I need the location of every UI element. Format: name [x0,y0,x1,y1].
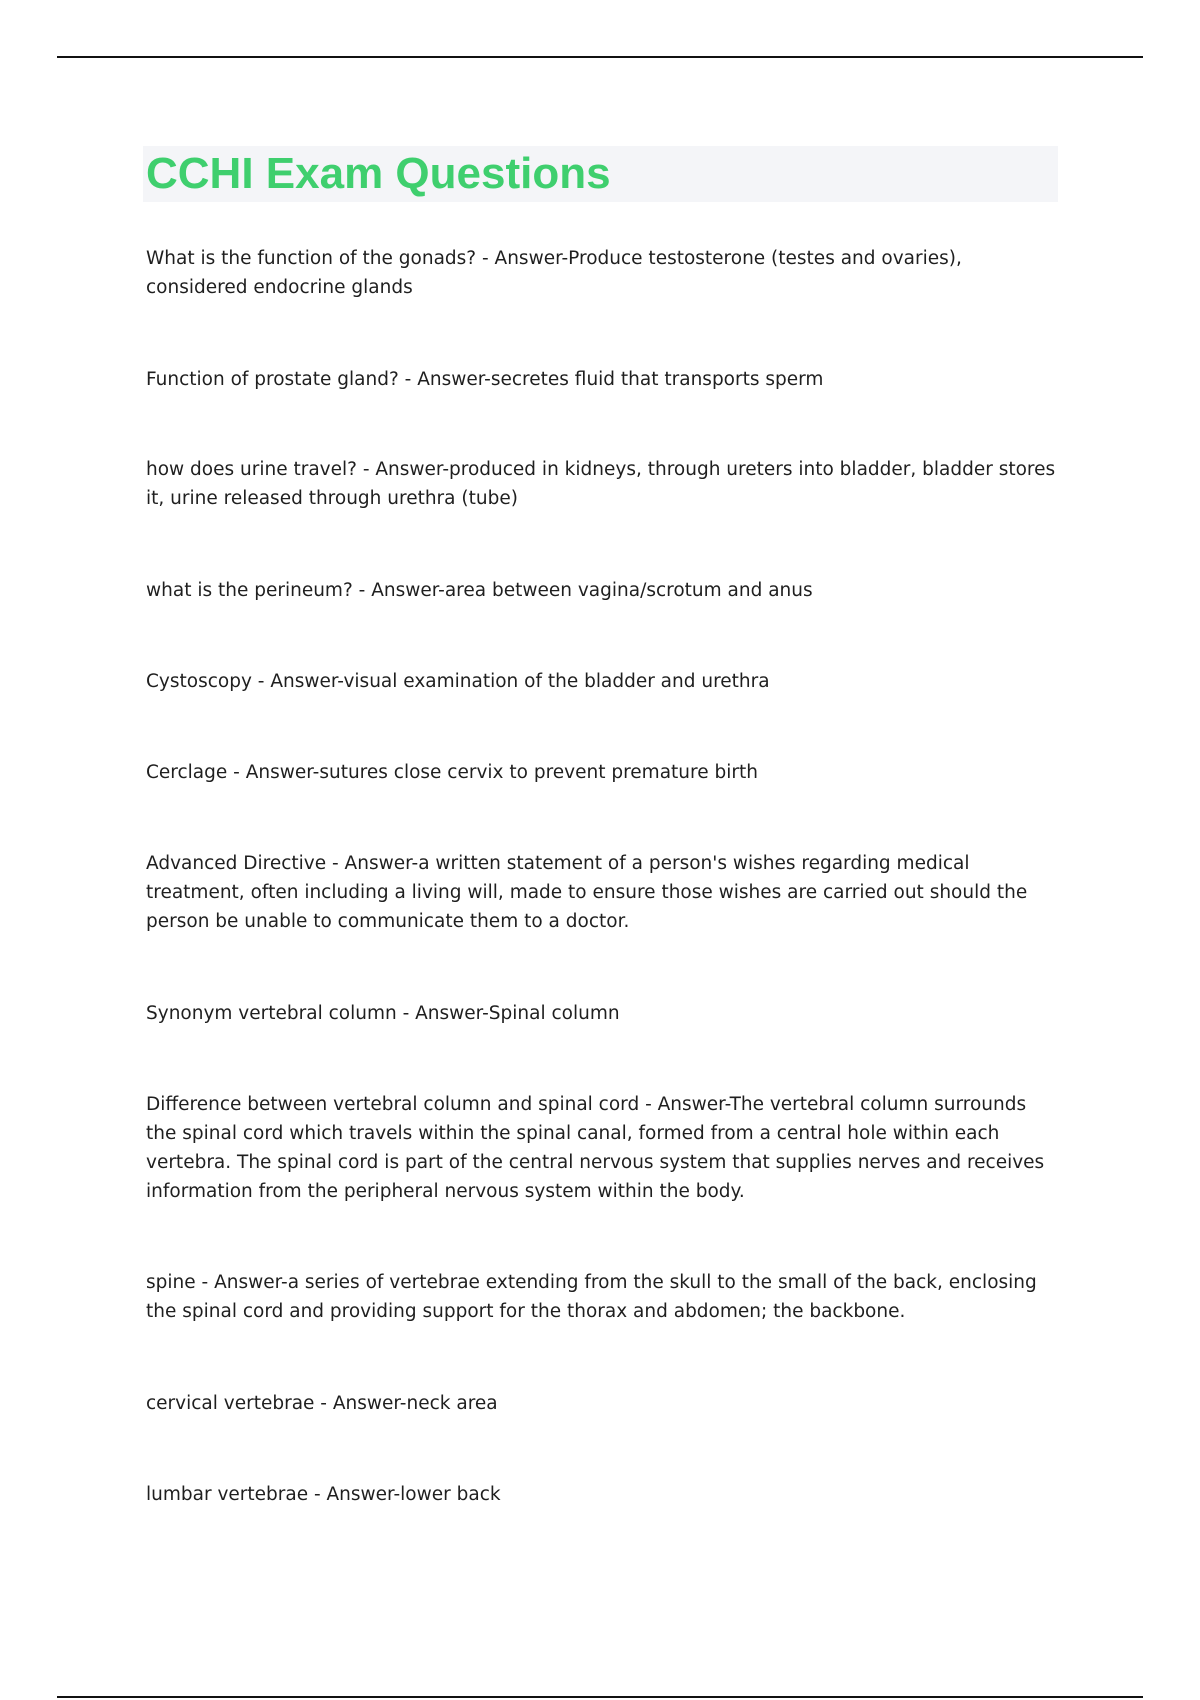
qa-item-spine: spine - Answer-a series of vertebrae extending from the skull to the small of the back, enclosing the spinal cord and providing support for the thorax and abdomen; the backbone. [146,1272,1037,1322]
qa-item-difference: Difference between vertebral column and spinal cord - Answer-The vertebral column surrounds the spinal cord which travels within the spinal canal, formed from a central hole within each vertebra. The spinal cord is part of the central nervous system that supplies nerves and receives information from the peripheral nervous system within the body. [146,1094,1045,1202]
qa-item-perineum: what is the perineum? - Answer-area between vagina/scrotum and anus [146,580,813,601]
qa-item-synonym-vertebral: Synonym vertebral column - Answer-Spinal column [146,1003,620,1024]
qa-item-cerclage: Cerclage - Answer-sutures close cervix to prevent premature birth [146,762,758,783]
qa-item-gonads: What is the function of the gonads? - Answer-Produce testosterone (testes and ovaries), considered endocrine glands [146,248,962,298]
top-rule [57,56,1143,58]
qa-item-cystoscopy: Cystoscopy - Answer-visual examination of the bladder and urethra [146,671,770,692]
qa-item-prostate: Function of prostate gland? - Answer-secretes fluid that transports sperm [146,369,824,390]
qa-item-advanced-directive: Advanced Directive - Answer-a written statement of a person's wishes regarding medical treatment, often including a living will, made to ensure those wishes are carried out should the person be unable to communicate them to a doctor. [146,853,1028,932]
bottom-rule [57,1696,1143,1698]
page-title: CCHI Exam Questions [146,149,611,198]
qa-item-lumbar: lumbar vertebrae - Answer-lower back [146,1484,501,1505]
qa-item-urine: how does urine travel? - Answer-produced in kidneys, through ureters into bladder, bladder stores it, urine released through urethra (tube) [146,459,1056,509]
qa-item-cervical: cervical vertebrae - Answer-neck area [146,1393,498,1414]
